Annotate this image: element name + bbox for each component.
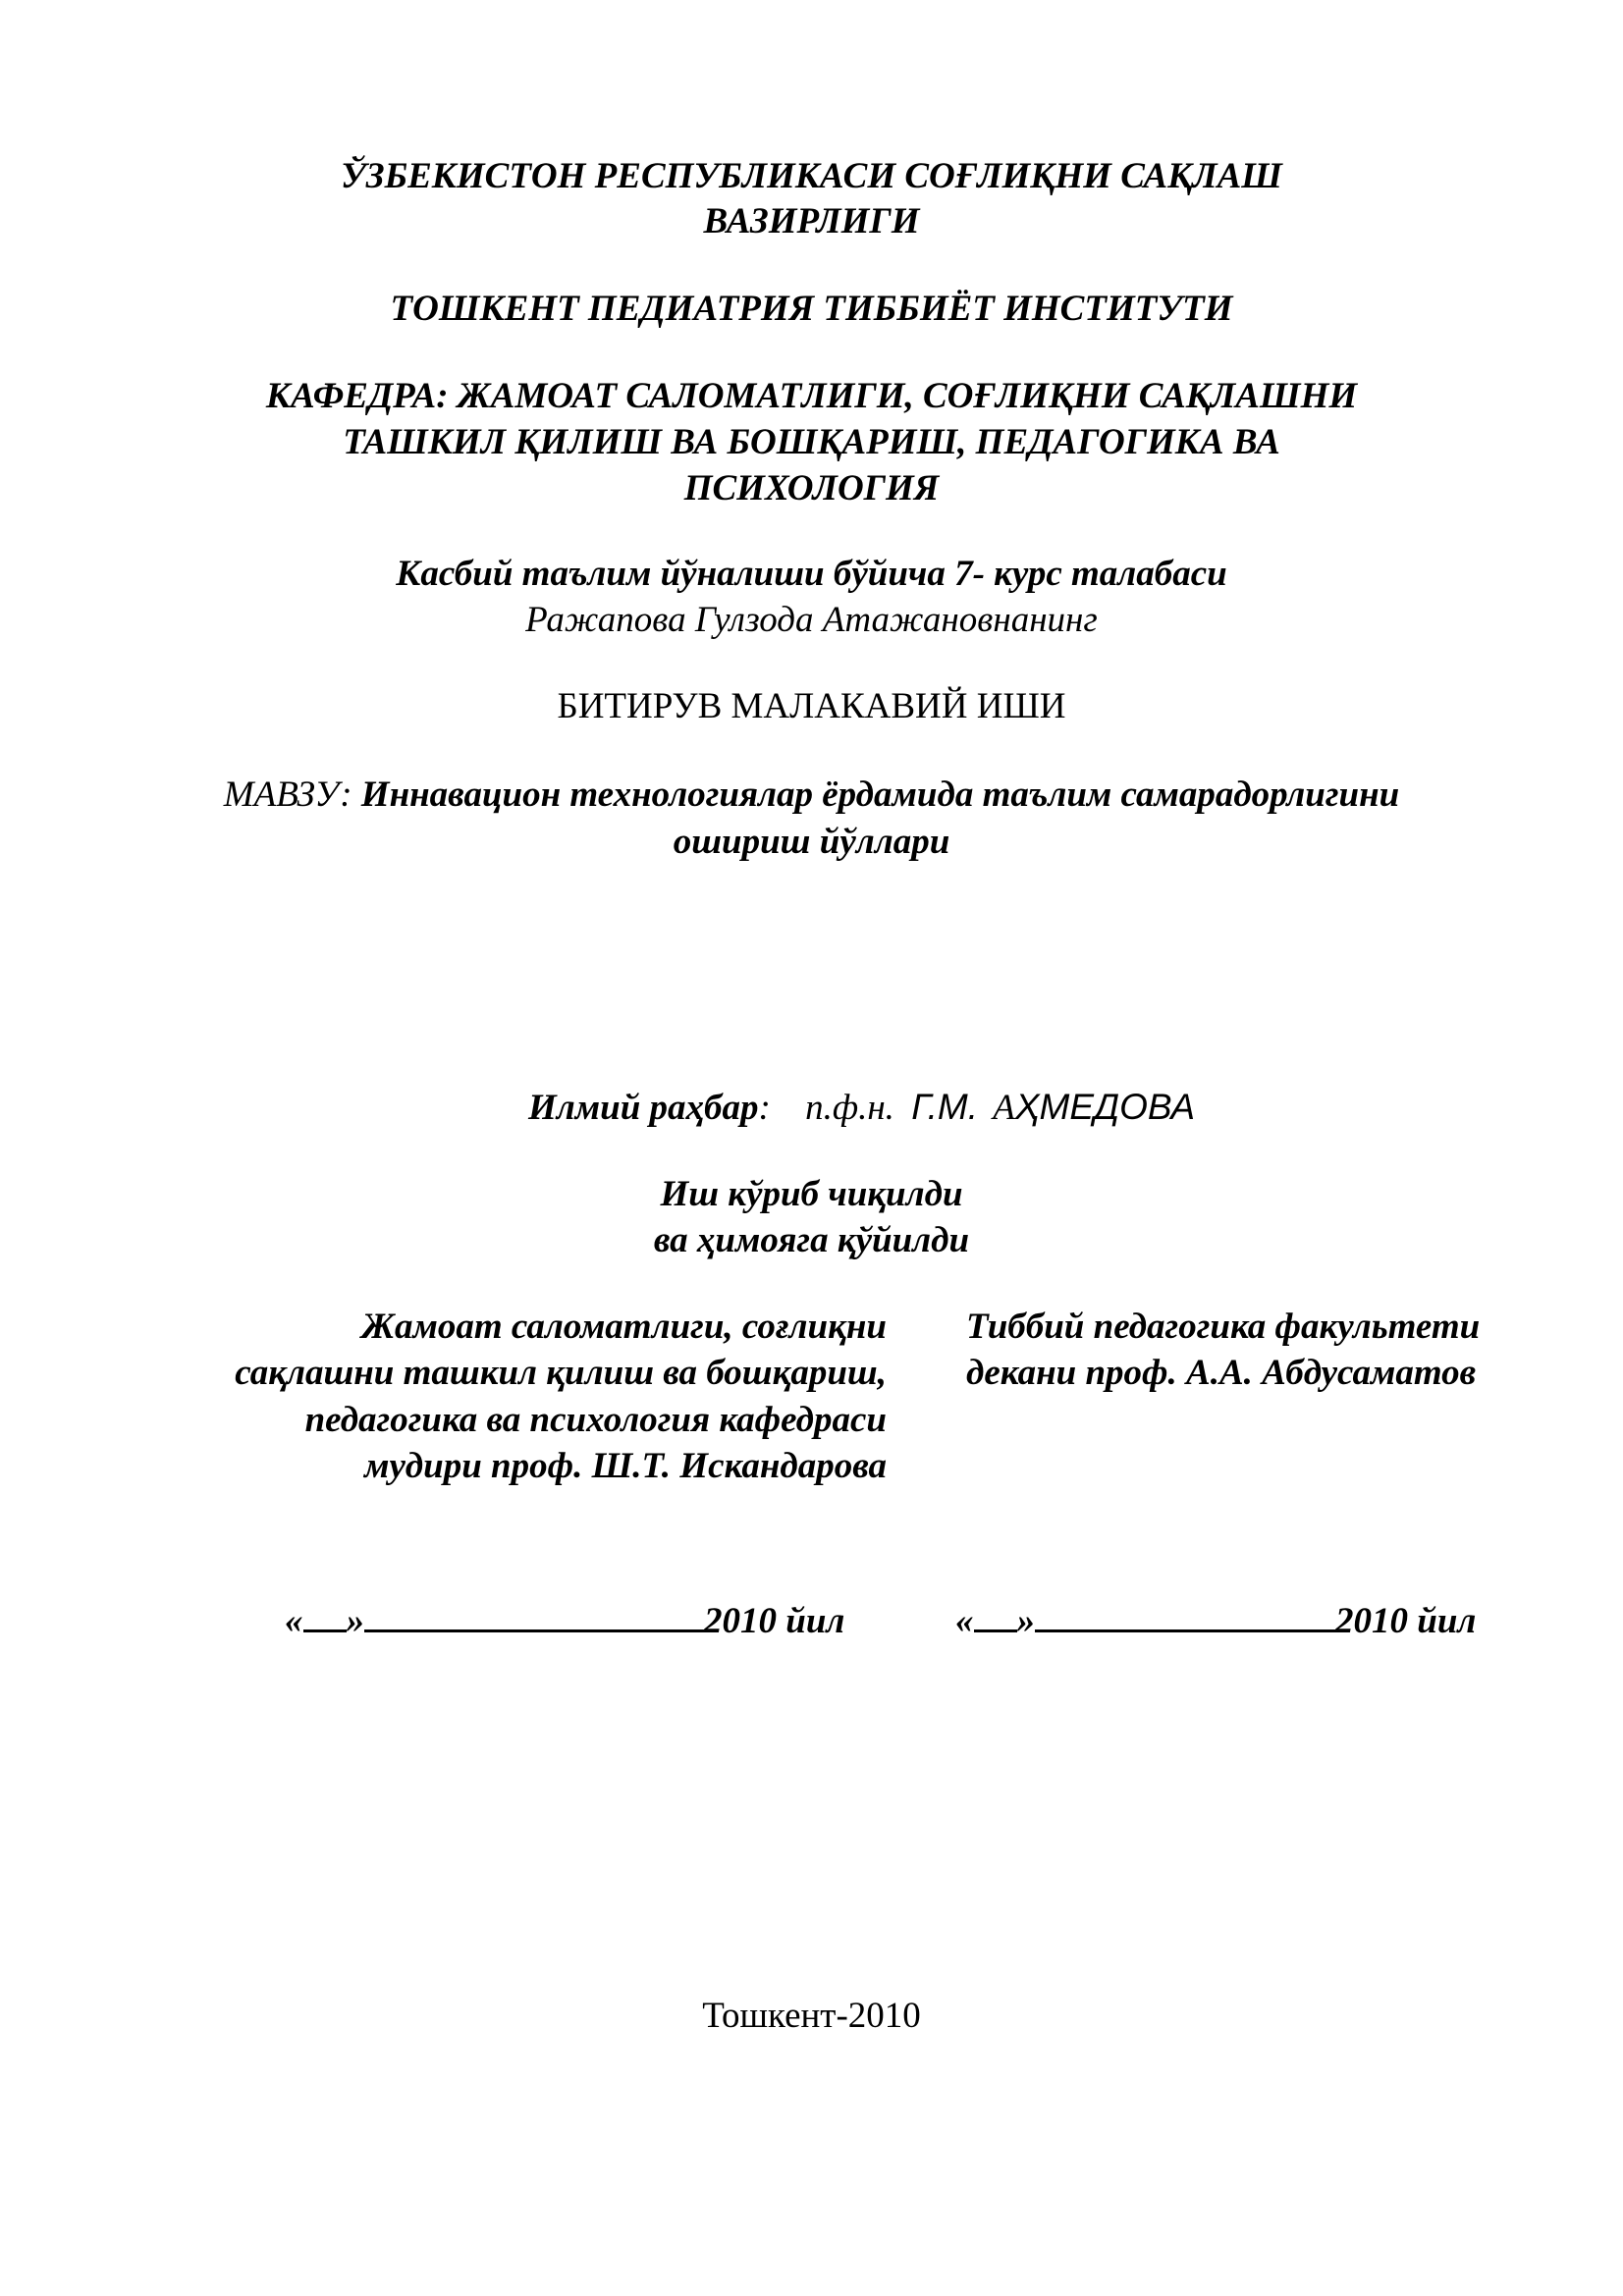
topic-label: МАВЗУ: [223, 774, 341, 815]
left-date-close-quote: »: [346, 1601, 364, 1641]
right-signature-line-2: декани проф. А.А. Абдусаматов: [966, 1353, 1477, 1393]
right-signature-line-1: Тиббий педагогика факультети: [966, 1307, 1481, 1347]
student-course-line: Касбий таълим йўналиши бўйича 7- курс талабаси: [396, 554, 1227, 594]
supervisor-line: [528, 1084, 1195, 1131]
left-signature-line-1: Жамоат саломатлиги, соғлиқни: [361, 1307, 887, 1347]
right-date-close-quote: »: [1016, 1601, 1035, 1641]
right-date-line: [955, 1600, 1476, 1642]
right-day-blank: [974, 1600, 1017, 1632]
left-signature-line-2: сақлашни ташкил қилиш ва бошқариш,: [235, 1353, 887, 1393]
review-line-1: Иш кўриб чиқилди: [660, 1174, 963, 1214]
ministry-line-1: ЎЗБЕКИСТОН РЕСПУБЛИКАСИ СОҒЛИҚНИ САҚЛАШ: [341, 156, 1282, 196]
student-name: Ражапова Гулзода Атажановнанинг: [525, 600, 1098, 640]
review-line-2: ва ҳимояга қўйилди: [653, 1220, 970, 1260]
topic-separator: :: [340, 774, 352, 815]
right-date-year: 2010 йил: [1335, 1601, 1477, 1641]
left-month-blank: [364, 1600, 704, 1632]
supervisor-degree: п.ф.н.: [805, 1088, 894, 1128]
left-date-line: [285, 1600, 844, 1642]
supervisor-surname-first-letter: А: [993, 1088, 1015, 1128]
institute-name: ТОШКЕНТ ПЕДИАТРИЯ ТИББИЁТ ИНСТИТУТИ: [390, 289, 1233, 329]
supervisor-label: Илмий раҳбар: [528, 1088, 759, 1128]
right-date-open-quote: «: [955, 1601, 974, 1641]
left-date-open-quote: «: [285, 1601, 303, 1641]
ministry-line-2: ВАЗИРЛИГИ: [703, 201, 920, 241]
topic-title-line-2: ошириш йўллари: [673, 822, 950, 862]
topic-line-1: [0, 772, 1623, 818]
left-day-blank: [303, 1600, 347, 1632]
department-line-2: ТАШКИЛ ҚИЛИШ ВА БОШҚАРИШ, ПЕДАГОГИКА ВА: [343, 422, 1280, 462]
supervisor-initials: Г.М.: [911, 1087, 978, 1127]
supervisor-colon: :: [758, 1088, 771, 1128]
footer-city-year: Тошкент-2010: [702, 1996, 921, 2036]
right-month-blank: [1035, 1600, 1335, 1632]
work-type-title: БИТИРУВ МАЛАКАВИЙ ИШИ: [557, 686, 1066, 726]
topic-title-line-1: Иннавацион технологиялар ёрдамида таълим самарадорлигини: [352, 774, 1400, 815]
left-signature-line-4: мудири проф. Ш.Т. Искандарова: [364, 1446, 887, 1486]
department-line-1: КАФЕДРА: ЖАМОАТ САЛОМАТЛИГИ, СОҒЛИҚНИ САҚЛАШНИ: [265, 376, 1358, 416]
left-signature-line-3: педагогика ва психология кафедраси: [304, 1400, 887, 1440]
supervisor-surname-rest: ҲМЕДОВА: [1014, 1087, 1195, 1127]
left-date-year: 2010 йил: [704, 1601, 845, 1641]
department-line-3: ПСИХОЛОГИЯ: [683, 468, 940, 508]
